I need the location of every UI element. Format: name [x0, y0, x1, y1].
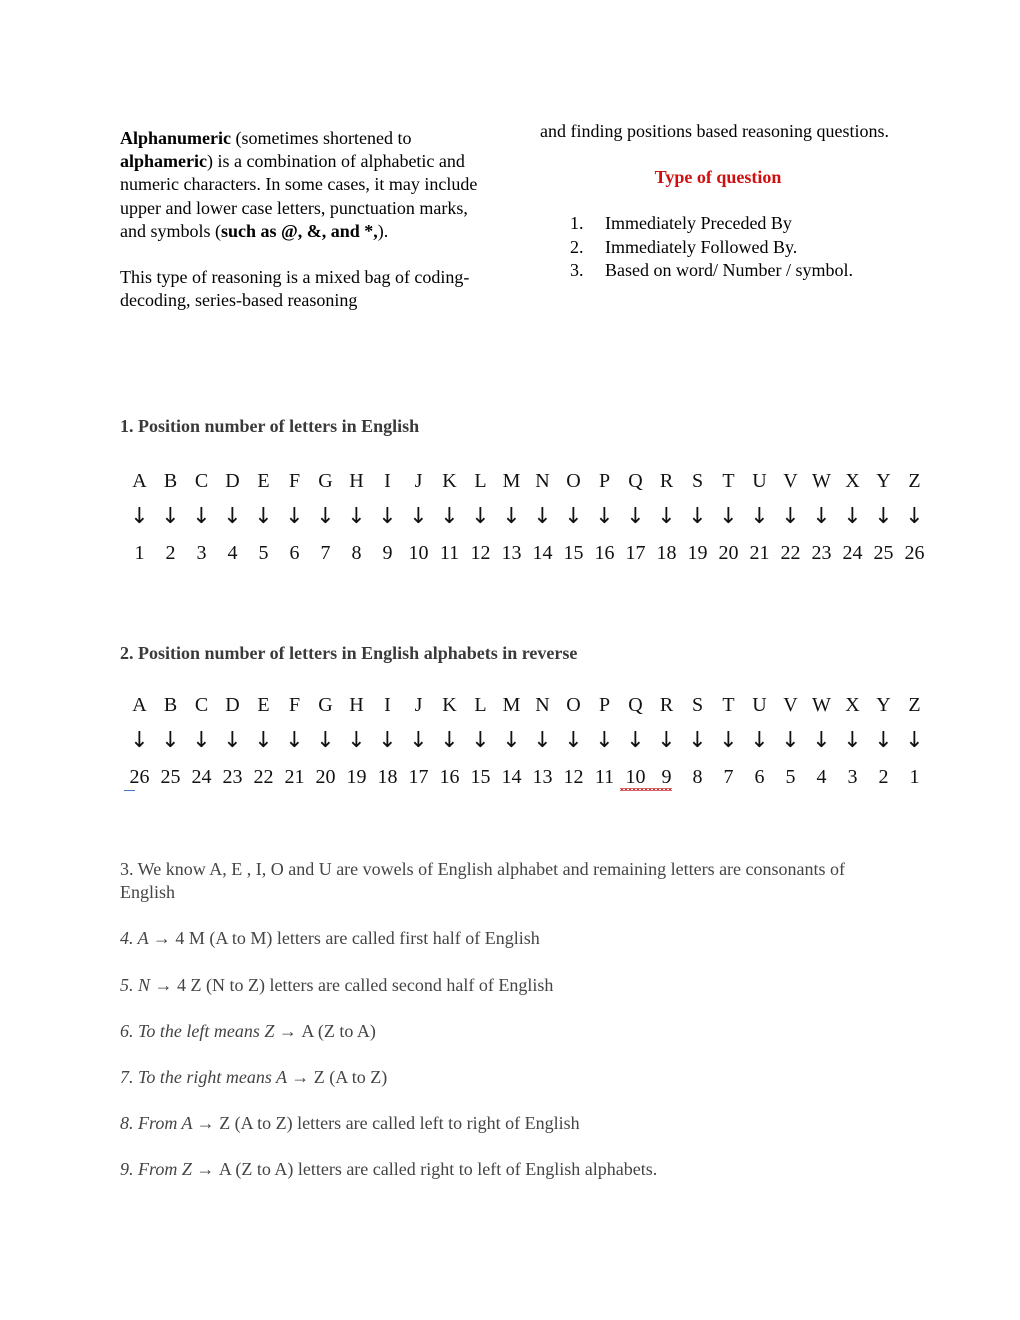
down-arrow-icon: ↓ [595, 504, 614, 529]
position-number: 14 [501, 766, 522, 788]
letter-cell: J [414, 694, 423, 716]
letter-cell: U [752, 694, 767, 716]
down-arrow-icon: ↓ [719, 504, 738, 529]
position-number: 21 [749, 542, 770, 564]
letter-cell: T [722, 694, 735, 716]
note-italic: 5. N → [120, 974, 178, 995]
note-italic: 9. From Z → [120, 1159, 219, 1180]
reasoning-paragraph: This type of reasoning is a mixed bag of coding-decoding, series-based reasoning [120, 267, 470, 311]
letter-cell: H [349, 470, 364, 492]
letter-cell: O [566, 470, 581, 492]
position-number: 1 [909, 766, 920, 788]
down-arrow-icon: ↓ [595, 728, 614, 753]
letter-cell: L [474, 694, 487, 716]
position-number: 20 [718, 542, 739, 564]
letter-cell: A [132, 470, 147, 492]
note-text: 4 Z (N to Z) letters are called second half of English [177, 974, 554, 995]
letter-cell: H [349, 694, 364, 716]
down-arrow-icon: ↓ [533, 504, 552, 529]
letter-cell: F [288, 694, 301, 716]
letter-cell: N [535, 470, 550, 492]
position-number: 23 [811, 542, 832, 564]
note-item [120, 1066, 900, 1089]
reverse-position-table [124, 694, 930, 804]
spellcheck-underline-red [620, 788, 672, 791]
down-arrow-icon: ↓ [626, 728, 645, 753]
down-arrow-icon: ↓ [502, 504, 521, 529]
position-number: 2 [165, 542, 176, 564]
list-number: 1. [570, 213, 584, 234]
question-type-item [540, 212, 920, 235]
list-text: Based on word/ Number / symbol. [605, 259, 853, 280]
down-arrow-icon: ↓ [316, 504, 335, 529]
position-number: 1 [134, 542, 145, 564]
note-text: 4 M (A to M) letters are called first half of English [175, 928, 540, 949]
position-number: 2 [878, 766, 889, 788]
letter-cell: W [812, 470, 831, 492]
position-number: 7 [723, 766, 734, 788]
term-alphanumeric: Alphanumeric [120, 128, 232, 148]
position-number: 24 [191, 766, 212, 788]
note-text: A (Z to A) [301, 1020, 376, 1041]
letter-cell: Z [908, 694, 921, 716]
position-number: 26 [129, 766, 150, 788]
note-item [120, 1112, 900, 1135]
position-number: 24 [842, 542, 863, 564]
down-arrow-icon: ↓ [750, 504, 769, 529]
down-arrow-icon: ↓ [564, 728, 583, 753]
position-number: 9 [661, 766, 672, 788]
down-arrow-icon: ↓ [161, 504, 180, 529]
down-arrow-icon: ↓ [874, 728, 893, 753]
letter-cell: D [225, 470, 240, 492]
letter-cell: K [442, 694, 457, 716]
position-number: 25 [873, 542, 894, 564]
down-arrow-icon: ↓ [781, 504, 800, 529]
position-number: 11 [594, 766, 615, 788]
down-arrow-icon: ↓ [812, 504, 831, 529]
notes-list [120, 858, 900, 1205]
type-of-question-heading: Type of question [654, 167, 782, 188]
term-alphameric: alphameric [120, 151, 207, 172]
position-number: 7 [320, 542, 331, 564]
position-number: 19 [687, 542, 708, 564]
down-arrow-icon: ↓ [409, 728, 428, 753]
position-number: 14 [532, 542, 553, 564]
letter-cell: C [194, 470, 209, 492]
right-column [540, 120, 920, 282]
down-arrow-icon: ↓ [130, 728, 149, 753]
position-number: 18 [377, 766, 398, 788]
intro-text-3: ). [377, 220, 389, 241]
position-number: 13 [501, 542, 522, 564]
letter-cell: P [598, 694, 611, 716]
letter-cell: R [659, 470, 674, 492]
down-arrow-icon: ↓ [533, 728, 552, 753]
section2-heading: 2. Position number of letters in English alphabets in reverse [120, 643, 578, 663]
down-arrow-icon: ↓ [254, 728, 273, 753]
position-number: 22 [780, 542, 801, 564]
down-arrow-icon: ↓ [440, 728, 459, 753]
note-text: A (Z to A) letters are called right to left of English alphabets. [218, 1159, 658, 1180]
letter-cell: I [384, 470, 391, 492]
position-number: 10 [408, 542, 429, 564]
note-item [120, 1020, 900, 1043]
down-arrow-icon: ↓ [781, 728, 800, 753]
continuation-paragraph: and finding positions based reasoning questions. [540, 121, 889, 141]
letter-cell: Z [908, 470, 921, 492]
down-arrow-icon: ↓ [471, 504, 490, 529]
letter-cell: R [659, 694, 674, 716]
letter-cell: X [845, 694, 860, 716]
down-arrow-icon: ↓ [130, 504, 149, 529]
down-arrow-icon: ↓ [626, 504, 645, 529]
letter-cell: U [752, 470, 767, 492]
note-italic: 4. A → [120, 928, 176, 949]
position-number: 9 [382, 542, 393, 564]
position-number: 15 [563, 542, 584, 564]
letter-cell: P [598, 470, 611, 492]
letter-cell: Q [628, 470, 643, 492]
position-number: 4 [816, 766, 827, 788]
letter-cell: K [442, 470, 457, 492]
letter-cell: Y [876, 470, 891, 492]
position-number: 3 [847, 766, 858, 788]
letter-cell: V [783, 694, 798, 716]
left-column [120, 127, 480, 312]
position-number: 20 [315, 766, 336, 788]
letter-cell: E [257, 694, 270, 716]
down-arrow-icon: ↓ [192, 504, 211, 529]
letter-cell: M [502, 694, 521, 716]
position-number: 12 [563, 766, 584, 788]
position-number: 25 [160, 766, 181, 788]
down-arrow-icon: ↓ [502, 728, 521, 753]
down-arrow-icon: ↓ [223, 728, 242, 753]
position-number: 13 [532, 766, 553, 788]
note-text: Z (A to Z) letters are called left to right of English [219, 1113, 580, 1134]
letter-cell: X [845, 470, 860, 492]
down-arrow-icon: ↓ [316, 728, 335, 753]
down-arrow-icon: ↓ [564, 504, 583, 529]
letter-cell: O [566, 694, 581, 716]
letter-cell: N [535, 694, 550, 716]
down-arrow-icon: ↓ [285, 504, 304, 529]
position-number: 3 [196, 542, 207, 564]
letter-cell: D [225, 694, 240, 716]
note-text: 3. We know A, E , I, O and U are vowels of English alphabet and remaining letters are consonants of English [120, 859, 846, 903]
question-type-item [540, 236, 920, 259]
list-text: Immediately Followed By. [605, 236, 798, 257]
position-number: 4 [227, 542, 238, 564]
letter-cell: E [257, 470, 270, 492]
position-number: 22 [253, 766, 274, 788]
down-arrow-icon: ↓ [378, 728, 397, 753]
down-arrow-icon: ↓ [812, 728, 831, 753]
letter-cell: A [132, 694, 147, 716]
down-arrow-icon: ↓ [688, 728, 707, 753]
down-arrow-icon: ↓ [285, 728, 304, 753]
position-number: 11 [439, 542, 460, 564]
symbols-example: such as @, &, and *, [221, 220, 378, 241]
letter-cell: F [288, 470, 301, 492]
list-number: 3. [570, 259, 584, 280]
down-arrow-icon: ↓ [843, 728, 862, 753]
section1-heading: 1. Position number of letters in English [120, 416, 420, 436]
letter-cell: I [384, 694, 391, 716]
list-text: Immediately Preceded By [605, 213, 792, 234]
position-number: 12 [470, 542, 491, 564]
down-arrow-icon: ↓ [688, 504, 707, 529]
position-number: 15 [470, 766, 491, 788]
down-arrow-icon: ↓ [223, 504, 242, 529]
down-arrow-icon: ↓ [905, 728, 924, 753]
letter-cell: L [474, 470, 487, 492]
down-arrow-icon: ↓ [657, 504, 676, 529]
letter-cell: G [318, 470, 333, 492]
position-number: 16 [439, 766, 460, 788]
position-number: 10 [625, 766, 646, 788]
position-number: 21 [284, 766, 305, 788]
letter-cell: Y [876, 694, 891, 716]
position-number: 19 [346, 766, 367, 788]
down-arrow-icon: ↓ [347, 728, 366, 753]
letter-cell: Q [628, 694, 643, 716]
forward-position-table [124, 470, 930, 580]
note-text: Z (A to Z) [313, 1067, 388, 1088]
intro-paragraph [120, 127, 480, 243]
position-number: 17 [408, 766, 429, 788]
down-arrow-icon: ↓ [161, 728, 180, 753]
down-arrow-icon: ↓ [719, 728, 738, 753]
letter-cell: W [812, 694, 831, 716]
position-number: 23 [222, 766, 243, 788]
position-number: 8 [692, 766, 703, 788]
down-arrow-icon: ↓ [905, 504, 924, 529]
position-number: 6 [754, 766, 765, 788]
note-italic: 7. To the right means A → [120, 1067, 314, 1088]
down-arrow-icon: ↓ [657, 728, 676, 753]
letter-cell: B [163, 470, 178, 492]
down-arrow-icon: ↓ [409, 504, 428, 529]
intro-text-2: ) is a combination of alphabetic and numeric characters. In some cases, it may include upper and lower case letters, punctuation marks, and symbols ( [120, 151, 478, 241]
note-item [120, 858, 900, 904]
letter-cell: V [783, 470, 798, 492]
down-arrow-icon: ↓ [254, 504, 273, 529]
down-arrow-icon: ↓ [192, 728, 211, 753]
spellcheck-underline-blue [124, 790, 135, 791]
note-italic: 6. To the left means Z → [120, 1020, 302, 1041]
note-italic: 8. From A → [120, 1113, 220, 1134]
position-number: 17 [625, 542, 646, 564]
letter-cell: T [722, 470, 735, 492]
letter-cell: M [502, 470, 521, 492]
down-arrow-icon: ↓ [347, 504, 366, 529]
note-item [120, 1158, 900, 1181]
letter-cell: B [163, 694, 178, 716]
letter-cell: S [691, 694, 704, 716]
down-arrow-icon: ↓ [843, 504, 862, 529]
position-number: 6 [289, 542, 300, 564]
letter-cell: C [194, 694, 209, 716]
note-item [120, 974, 900, 997]
question-type-list [540, 212, 920, 282]
position-number: 8 [351, 542, 362, 564]
down-arrow-icon: ↓ [378, 504, 397, 529]
letter-cell: G [318, 694, 333, 716]
position-number: 5 [785, 766, 796, 788]
position-number: 18 [656, 542, 677, 564]
down-arrow-icon: ↓ [471, 728, 490, 753]
position-number: 16 [594, 542, 615, 564]
down-arrow-icon: ↓ [750, 728, 769, 753]
position-number: 5 [258, 542, 269, 564]
position-number: 26 [904, 542, 925, 564]
letter-cell: J [414, 470, 423, 492]
letter-cell: S [691, 470, 704, 492]
intro-text-1: (sometimes shortened to [231, 128, 412, 148]
note-item [120, 927, 900, 950]
down-arrow-icon: ↓ [874, 504, 893, 529]
down-arrow-icon: ↓ [440, 504, 459, 529]
list-number: 2. [570, 236, 584, 257]
question-type-item [540, 259, 920, 282]
